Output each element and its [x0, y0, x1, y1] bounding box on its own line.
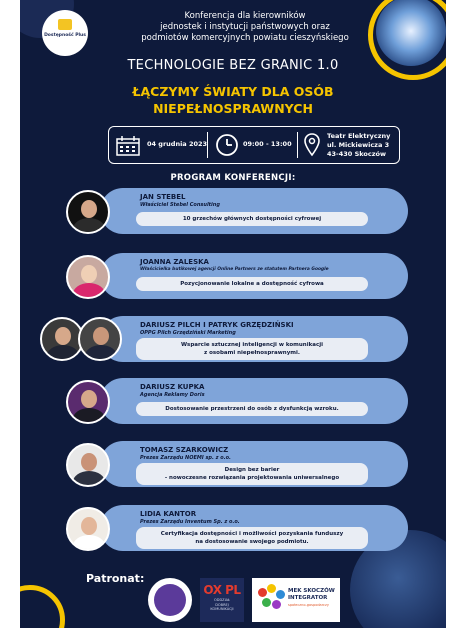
topic-line: Dostosowanie przestrzeni do osób z dysfunkcją wzroku. — [165, 406, 339, 412]
program-title: PROGRAM KONFERENCJI: — [170, 173, 296, 183]
speaker-topic — [136, 338, 368, 360]
address-line: 43-430 Skoczów — [327, 150, 386, 158]
patron-logo-circle — [148, 578, 192, 622]
tagline-line: DOBREJ — [215, 602, 229, 607]
calendar-icon — [116, 136, 140, 156]
mek-hex-icon — [258, 588, 267, 597]
speaker-role: Prezes Zarządu NOEMI sp. z o.o. — [140, 455, 231, 461]
mek-name-line: INTEGRATOR — [288, 595, 328, 601]
yellow-ring-bottom-left — [20, 585, 65, 628]
header-text — [130, 11, 360, 44]
mek-tagline: społeczno-gospodarczy — [288, 603, 329, 607]
event-date: 04 grudnia 2023 — [147, 140, 208, 148]
mek-hex-icon — [272, 600, 281, 609]
speaker-photo — [66, 443, 110, 487]
speaker-photo — [78, 317, 122, 361]
poster-background — [20, 0, 446, 628]
speaker-card — [100, 316, 408, 362]
speaker-name: JAN STEBEL — [140, 193, 186, 201]
body — [47, 345, 79, 361]
speaker-photo — [66, 507, 110, 551]
oxpl-tagline — [200, 598, 244, 612]
conference-subtitle — [20, 83, 446, 117]
logo-text: Dostępność Plus — [44, 33, 86, 38]
event-info-box — [108, 126, 400, 164]
oxpl-logo — [200, 578, 244, 622]
topic-line: z osobami niepełnosprawnymi. — [204, 350, 300, 356]
speaker-topic — [136, 463, 368, 485]
speaker-photo — [66, 380, 110, 424]
topic-line: 10 grzechów głównych dostępności cyfrowej — [182, 216, 322, 222]
patronat-label: Patronat: — [86, 572, 145, 585]
location-pin-icon — [304, 133, 320, 157]
speaker-name: LIDIA KANTOR — [140, 510, 197, 518]
speaker-role: Właściciel Stebel Consulting — [140, 202, 220, 208]
divider — [297, 132, 298, 158]
topic-line: Wsparcie sztucznej inteligencji w komunikacji — [180, 342, 323, 348]
address-line: ul. Mickiewicza 3 — [327, 141, 390, 149]
mek-logo — [252, 578, 340, 622]
speaker-role: Właścicielka butikowej agencji Online Partners ze statutem Partnera Google — [140, 267, 329, 272]
head — [93, 327, 109, 345]
speaker-card — [100, 378, 408, 424]
body — [73, 408, 105, 424]
topic-line: na dostosowanie swojego podmiotu. — [195, 539, 309, 545]
topic-line: Pozycjonowanie lokalne a dostępność cyfrowa — [180, 281, 324, 287]
oxpl-name: OX PL — [203, 583, 241, 597]
speaker-card — [100, 188, 408, 234]
body — [73, 471, 105, 487]
mek-name-line: MEK SKOCZÓW — [288, 588, 335, 594]
topic-line: Design bez barier — [224, 467, 280, 473]
dostepnosc-plus-logo — [42, 10, 88, 56]
divider — [207, 132, 208, 158]
logo-mark-icon — [58, 19, 72, 30]
body — [73, 535, 105, 551]
conference-title: TECHNOLOGIE BEZ GRANIC 1.0 — [127, 58, 339, 73]
speaker-name: DARIUSZ KUPKA — [140, 383, 205, 391]
mek-hex-icon — [262, 598, 271, 607]
topic-line: Certyfikacja dostępności i możliwości pozyskania funduszy — [160, 531, 344, 537]
subtitle-line: ŁĄCZYMY ŚWIATY DLA OSÓB — [132, 84, 334, 99]
speaker-topic — [136, 212, 368, 226]
header-line: Konferencja dla kierowników — [184, 11, 306, 21]
speaker-role: Agencja Reklamy Doris — [140, 392, 205, 398]
patron-logo-mark — [154, 584, 186, 616]
speaker-topic — [136, 402, 368, 416]
head — [81, 265, 97, 283]
address-line: Teatr Elektryczny — [327, 132, 391, 140]
head — [81, 390, 97, 408]
mek-name — [288, 588, 335, 602]
speaker-card — [100, 441, 408, 487]
header-line: podmiotów komercyjnych powiatu cieszyńskiego — [141, 33, 349, 43]
event-time: 09:00 - 13:00 — [243, 140, 292, 148]
speaker-role: OPPG Pilch Grzędziński Marketing — [140, 330, 236, 336]
speaker-photo — [66, 255, 110, 299]
speaker-photo — [66, 190, 110, 234]
header-line: jednostek i instytucji państwowych oraz — [160, 22, 330, 32]
head — [55, 327, 71, 345]
body — [85, 345, 117, 361]
speaker-topic — [136, 277, 368, 291]
body — [73, 218, 105, 234]
head — [81, 453, 97, 471]
event-address — [327, 132, 390, 159]
tagline-line: ODDZIAŁ — [214, 598, 230, 602]
mek-hex-icon — [276, 590, 285, 599]
topic-line: - nowoczesne rozwiązania projektowania uniwersalnego — [164, 475, 340, 481]
speaker-name: DARIUSZ PILCH I PATRYK GRZĘDZIŃSKI — [140, 321, 294, 329]
speaker-card — [100, 505, 408, 551]
head — [81, 517, 97, 535]
mek-hex-icon — [267, 584, 276, 593]
tagline-line: KOMUNIKACJI — [210, 607, 234, 611]
speaker-card — [100, 253, 408, 299]
speaker-name: TOMASZ SZARKOWICZ — [140, 446, 229, 454]
subtitle-line: NIEPEŁNOSPRAWNYCH — [153, 101, 313, 116]
speaker-role: Prezes Zarządu Inventum Sp. z o.o. — [140, 519, 240, 525]
speaker-topic — [136, 527, 368, 549]
speaker-name: JOANNA ZALESKA — [140, 258, 209, 266]
head — [81, 200, 97, 218]
clock-icon — [215, 133, 239, 157]
body — [73, 283, 105, 299]
